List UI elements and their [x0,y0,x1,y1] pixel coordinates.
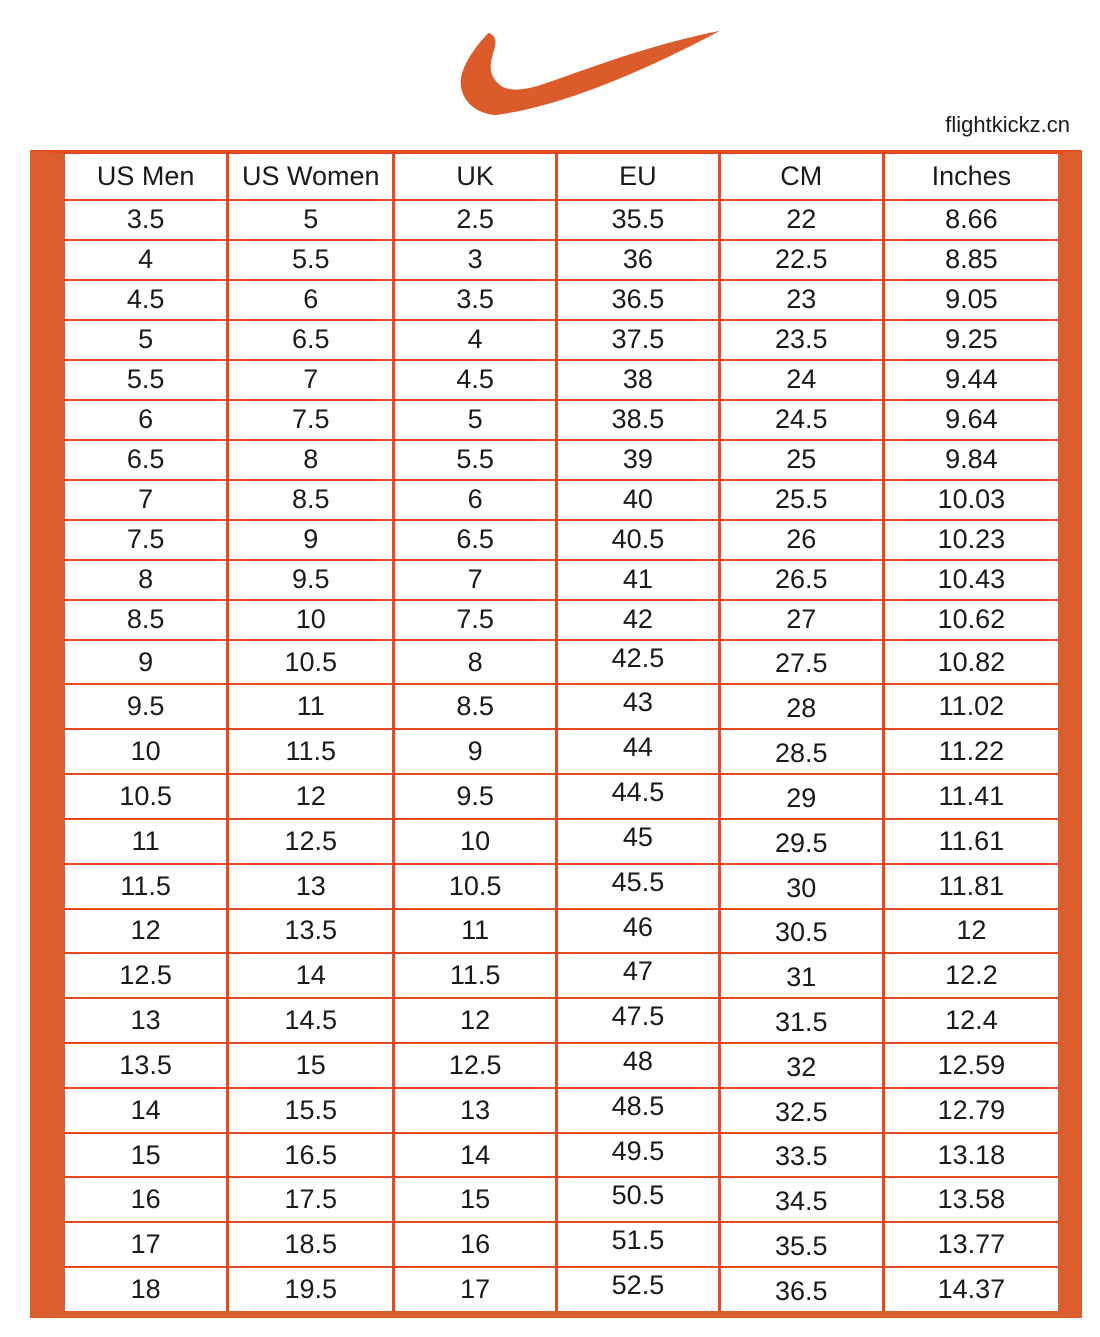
size-cell: 9 [228,520,394,560]
size-cell: 16 [394,1222,557,1267]
size-cell: 13.77 [883,1222,1058,1267]
size-cell: 10.03 [883,480,1058,520]
size-cell: 25 [719,440,883,480]
size-cell: 36 [557,240,720,280]
size-cell: 10.82 [883,640,1058,685]
size-cell: 6 [65,400,228,440]
size-cell: 28.5 [719,729,883,774]
table-row [65,440,1058,480]
size-cell: 33.5 [719,1133,883,1178]
table-row [65,1222,1058,1267]
size-cell: 39 [557,440,720,480]
size-cell: 50.5 [557,1177,720,1222]
size-cell: 10.5 [65,774,228,819]
size-cell: 11.5 [65,864,228,909]
size-cell: 7 [228,360,394,400]
table-row [65,240,1058,280]
size-cell: 18.5 [228,1222,394,1267]
size-cell: 8 [394,640,557,685]
table-row [65,1043,1058,1088]
size-cell: 22 [719,200,883,240]
site-watermark: flightkickz.cn [945,112,1070,137]
size-cell: 31.5 [719,998,883,1043]
size-cell: 9.84 [883,440,1058,480]
size-cell: 14 [394,1133,557,1178]
size-cell: 10 [394,819,557,864]
size-cell: 8.5 [394,684,557,729]
size-cell: 37.5 [557,320,720,360]
size-cell: 11.5 [394,953,557,998]
size-cell: 9.05 [883,280,1058,320]
size-cell: 9.64 [883,400,1058,440]
size-cell: 7 [65,480,228,520]
table-row [65,864,1058,909]
size-cell: 36.5 [719,1267,883,1311]
size-cell: 47.5 [557,998,720,1043]
size-cell: 48 [557,1043,720,1088]
size-conversion-table [65,154,1058,1311]
size-cell: 13 [65,998,228,1043]
size-cell: 3 [394,240,557,280]
header-row [65,154,1058,200]
size-cell: 3.5 [65,200,228,240]
size-cell: 12 [394,998,557,1043]
nike-swoosh-icon [455,26,723,122]
size-cell: 11 [394,909,557,954]
size-cell: 8.85 [883,240,1058,280]
table-frame [30,150,1082,1318]
size-cell: 14.37 [883,1267,1058,1311]
size-cell: 13.18 [883,1133,1058,1178]
size-cell: 9 [394,729,557,774]
table-row [65,400,1058,440]
size-cell: 29.5 [719,819,883,864]
size-cell: 9.5 [228,560,394,600]
size-cell: 44.5 [557,774,720,819]
table-row [65,1088,1058,1133]
table-row [65,560,1058,600]
size-cell: 9.5 [394,774,557,819]
size-cell: 15 [65,1133,228,1178]
size-cell: 9.25 [883,320,1058,360]
size-cell: 12.5 [228,819,394,864]
size-cell: 12.5 [394,1043,557,1088]
size-cell: 30.5 [719,909,883,954]
size-cell: 11 [65,819,228,864]
table-row [65,480,1058,520]
size-cell: 4.5 [394,360,557,400]
size-cell: 7 [394,560,557,600]
size-cell: 7.5 [65,520,228,560]
size-cell: 8.5 [228,480,394,520]
nike-logo [455,26,723,122]
size-cell: 6.5 [394,520,557,560]
size-cell: 6.5 [228,320,394,360]
table-row [65,819,1058,864]
size-cell: 40.5 [557,520,720,560]
column-header: EU [557,154,720,200]
table-row [65,200,1058,240]
size-cell: 11.41 [883,774,1058,819]
size-cell: 2.5 [394,200,557,240]
size-cell: 46 [557,909,720,954]
size-cell: 48.5 [557,1088,720,1133]
table-row [65,1133,1058,1178]
size-cell: 14 [228,953,394,998]
column-header: US Men [65,154,228,200]
size-cell: 26 [719,520,883,560]
size-cell: 45.5 [557,864,720,909]
size-cell: 11 [228,684,394,729]
size-cell: 45 [557,819,720,864]
size-cell: 17 [394,1267,557,1311]
table-row [65,998,1058,1043]
column-header: Inches [883,154,1058,200]
size-cell: 8 [228,440,394,480]
size-cell: 5.5 [394,440,557,480]
size-cell: 12.59 [883,1043,1058,1088]
size-cell: 38.5 [557,400,720,440]
size-cell: 9.5 [65,684,228,729]
size-cell: 17 [65,1222,228,1267]
size-cell: 14.5 [228,998,394,1043]
size-cell: 30 [719,864,883,909]
table-row [65,280,1058,320]
size-cell: 12 [65,909,228,954]
size-cell: 28 [719,684,883,729]
size-cell: 4 [394,320,557,360]
size-cell: 44 [557,729,720,774]
table-row [65,684,1058,729]
size-cell: 5 [394,400,557,440]
size-cell: 19.5 [228,1267,394,1311]
size-cell: 5.5 [65,360,228,400]
size-cell: 42 [557,600,720,640]
table-row [65,1177,1058,1222]
table-row [65,360,1058,400]
size-cell: 17.5 [228,1177,394,1222]
table-row [65,320,1058,360]
size-cell: 13 [394,1088,557,1133]
size-cell: 16 [65,1177,228,1222]
size-cell: 10.5 [394,864,557,909]
size-cell: 10 [228,600,394,640]
size-cell: 41 [557,560,720,600]
size-cell: 25.5 [719,480,883,520]
size-cell: 7.5 [228,400,394,440]
size-cell: 22.5 [719,240,883,280]
size-cell: 31 [719,953,883,998]
size-cell: 12 [228,774,394,819]
size-cell: 10.43 [883,560,1058,600]
table-row [65,600,1058,640]
size-cell: 11.61 [883,819,1058,864]
table-row [65,640,1058,685]
size-cell: 10 [65,729,228,774]
table-row [65,729,1058,774]
size-cell: 38 [557,360,720,400]
column-header: UK [394,154,557,200]
size-cell: 35.5 [557,200,720,240]
size-cell: 4.5 [65,280,228,320]
size-cell: 9.44 [883,360,1058,400]
table-row [65,774,1058,819]
size-cell: 5 [228,200,394,240]
size-cell: 11.02 [883,684,1058,729]
size-cell: 42.5 [557,640,720,685]
size-cell: 12.4 [883,998,1058,1043]
size-cell: 8.5 [65,600,228,640]
size-cell: 8.66 [883,200,1058,240]
size-cell: 52.5 [557,1267,720,1311]
size-cell: 24.5 [719,400,883,440]
size-cell: 43 [557,684,720,729]
size-cell: 18 [65,1267,228,1311]
size-cell: 27 [719,600,883,640]
size-cell: 3.5 [394,280,557,320]
size-cell: 10.5 [228,640,394,685]
column-header: CM [719,154,883,200]
size-cell: 15.5 [228,1088,394,1133]
size-cell: 34.5 [719,1177,883,1222]
size-cell: 15 [394,1177,557,1222]
size-cell: 6 [394,480,557,520]
size-cell: 32.5 [719,1088,883,1133]
size-cell: 36.5 [557,280,720,320]
size-cell: 32 [719,1043,883,1088]
size-cell: 13.58 [883,1177,1058,1222]
size-cell: 10.62 [883,600,1058,640]
table-row [65,1267,1058,1311]
column-header: US Women [228,154,394,200]
size-cell: 13.5 [228,909,394,954]
table-row [65,909,1058,954]
size-cell: 12.79 [883,1088,1058,1133]
size-cell: 35.5 [719,1222,883,1267]
size-cell: 12 [883,909,1058,954]
size-cell: 8 [65,560,228,600]
size-cell: 23 [719,280,883,320]
table-row [65,520,1058,560]
size-cell: 24 [719,360,883,400]
size-cell: 40 [557,480,720,520]
table-row [65,953,1058,998]
size-cell: 13.5 [65,1043,228,1088]
size-cell: 11.5 [228,729,394,774]
size-cell: 49.5 [557,1133,720,1178]
size-cell: 15 [228,1043,394,1088]
size-cell: 23.5 [719,320,883,360]
size-cell: 14 [65,1088,228,1133]
size-cell: 12.5 [65,953,228,998]
size-cell: 11.22 [883,729,1058,774]
size-cell: 13 [228,864,394,909]
size-cell: 29 [719,774,883,819]
size-cell: 6 [228,280,394,320]
size-cell: 51.5 [557,1222,720,1267]
size-cell: 4 [65,240,228,280]
size-cell: 6.5 [65,440,228,480]
size-cell: 16.5 [228,1133,394,1178]
size-cell: 5.5 [228,240,394,280]
size-cell: 9 [65,640,228,685]
size-cell: 27.5 [719,640,883,685]
size-cell: 47 [557,953,720,998]
size-cell: 11.81 [883,864,1058,909]
size-cell: 7.5 [394,600,557,640]
size-cell: 12.2 [883,953,1058,998]
size-cell: 10.23 [883,520,1058,560]
size-cell: 26.5 [719,560,883,600]
size-cell: 5 [65,320,228,360]
